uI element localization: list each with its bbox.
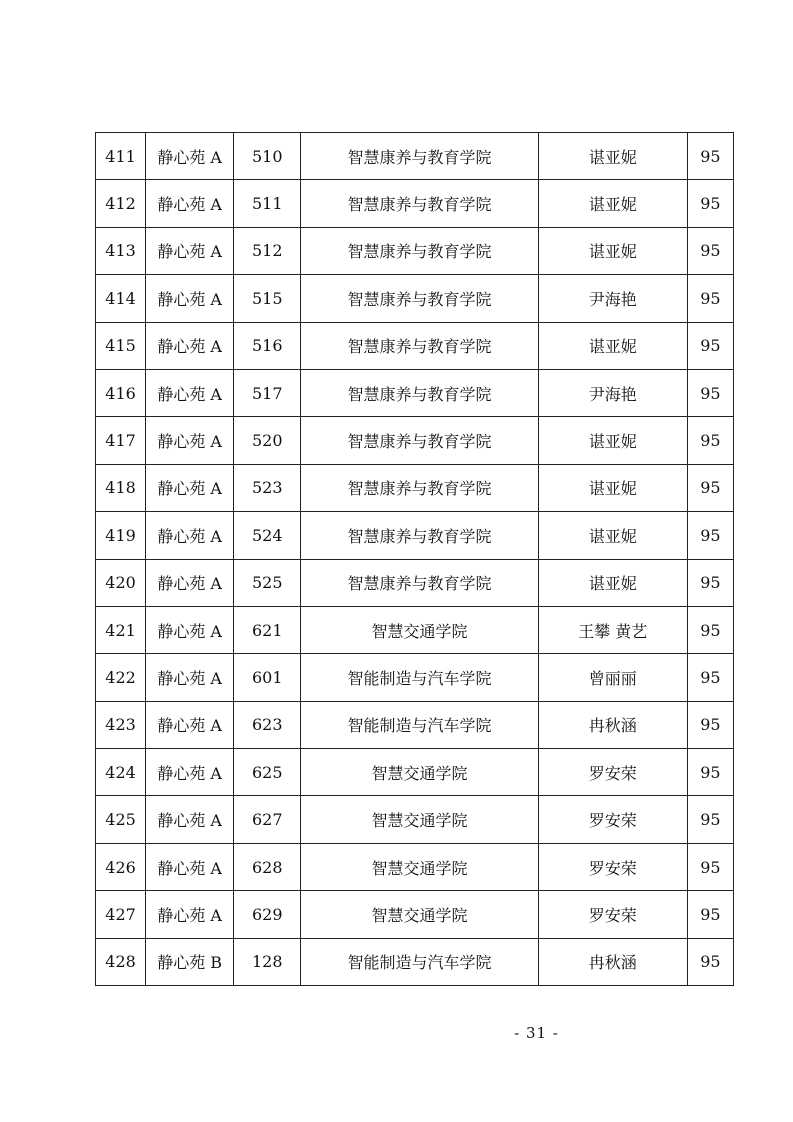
building-cell: 静心苑 A bbox=[146, 512, 234, 559]
building-cell: 静心苑 B bbox=[146, 938, 234, 985]
college-cell: 智慧交通学院 bbox=[301, 796, 538, 843]
college-cell: 智慧交通学院 bbox=[301, 891, 538, 938]
counselor-cell: 谌亚妮 bbox=[538, 512, 687, 559]
room-number-cell: 511 bbox=[234, 180, 301, 227]
room-number-cell: 621 bbox=[234, 606, 301, 653]
score-cell: 95 bbox=[687, 227, 733, 274]
room-number-cell: 625 bbox=[234, 749, 301, 796]
row-number-cell: 416 bbox=[96, 369, 146, 416]
row-number-cell: 422 bbox=[96, 654, 146, 701]
college-cell: 智慧康养与教育学院 bbox=[301, 369, 538, 416]
row-number-cell: 415 bbox=[96, 322, 146, 369]
building-cell: 静心苑 A bbox=[146, 417, 234, 464]
college-cell: 智慧康养与教育学院 bbox=[301, 275, 538, 322]
counselor-cell: 谌亚妮 bbox=[538, 322, 687, 369]
table-row bbox=[96, 322, 734, 369]
score-cell: 95 bbox=[687, 796, 733, 843]
table-row bbox=[96, 369, 734, 416]
row-number-cell: 421 bbox=[96, 606, 146, 653]
score-cell: 95 bbox=[687, 133, 733, 180]
table-row bbox=[96, 891, 734, 938]
college-cell: 智能制造与汽车学院 bbox=[301, 654, 538, 701]
row-number-cell: 419 bbox=[96, 512, 146, 559]
score-cell: 95 bbox=[687, 654, 733, 701]
score-cell: 95 bbox=[687, 322, 733, 369]
college-cell: 智慧康养与教育学院 bbox=[301, 512, 538, 559]
building-cell: 静心苑 A bbox=[146, 749, 234, 796]
table-row bbox=[96, 275, 734, 322]
table-row bbox=[96, 180, 734, 227]
table-row bbox=[96, 559, 734, 606]
row-number-cell: 411 bbox=[96, 133, 146, 180]
counselor-cell: 谌亚妮 bbox=[538, 559, 687, 606]
building-cell: 静心苑 A bbox=[146, 322, 234, 369]
college-cell: 智慧交通学院 bbox=[301, 749, 538, 796]
row-number-cell: 423 bbox=[96, 701, 146, 748]
room-number-cell: 623 bbox=[234, 701, 301, 748]
table-body bbox=[96, 133, 734, 986]
row-number-cell: 428 bbox=[96, 938, 146, 985]
row-number-cell: 412 bbox=[96, 180, 146, 227]
row-number-cell: 414 bbox=[96, 275, 146, 322]
building-cell: 静心苑 A bbox=[146, 133, 234, 180]
college-cell: 智慧康养与教育学院 bbox=[301, 322, 538, 369]
building-cell: 静心苑 A bbox=[146, 275, 234, 322]
college-cell: 智慧康养与教育学院 bbox=[301, 417, 538, 464]
score-cell: 95 bbox=[687, 464, 733, 511]
table-row bbox=[96, 464, 734, 511]
building-cell: 静心苑 A bbox=[146, 843, 234, 890]
counselor-cell: 谌亚妮 bbox=[538, 417, 687, 464]
building-cell: 静心苑 A bbox=[146, 180, 234, 227]
room-number-cell: 628 bbox=[234, 843, 301, 890]
table-row bbox=[96, 843, 734, 890]
college-cell: 智慧交通学院 bbox=[301, 606, 538, 653]
college-cell: 智慧康养与教育学院 bbox=[301, 133, 538, 180]
score-cell: 95 bbox=[687, 417, 733, 464]
counselor-cell: 冉秋涵 bbox=[538, 701, 687, 748]
table-row bbox=[96, 133, 734, 180]
row-number-cell: 420 bbox=[96, 559, 146, 606]
room-number-cell: 510 bbox=[234, 133, 301, 180]
room-number-cell: 523 bbox=[234, 464, 301, 511]
page-number: - 31 - bbox=[514, 1024, 559, 1042]
college-cell: 智慧康养与教育学院 bbox=[301, 227, 538, 274]
building-cell: 静心苑 A bbox=[146, 369, 234, 416]
score-cell: 95 bbox=[687, 275, 733, 322]
building-cell: 静心苑 A bbox=[146, 891, 234, 938]
room-number-cell: 627 bbox=[234, 796, 301, 843]
score-cell: 95 bbox=[687, 559, 733, 606]
row-number-cell: 424 bbox=[96, 749, 146, 796]
room-number-cell: 629 bbox=[234, 891, 301, 938]
college-cell: 智慧康养与教育学院 bbox=[301, 464, 538, 511]
building-cell: 静心苑 A bbox=[146, 701, 234, 748]
score-cell: 95 bbox=[687, 938, 733, 985]
counselor-cell: 谌亚妮 bbox=[538, 464, 687, 511]
row-number-cell: 426 bbox=[96, 843, 146, 890]
room-number-cell: 516 bbox=[234, 322, 301, 369]
score-cell: 95 bbox=[687, 891, 733, 938]
college-cell: 智慧康养与教育学院 bbox=[301, 180, 538, 227]
score-cell: 95 bbox=[687, 843, 733, 890]
room-number-cell: 517 bbox=[234, 369, 301, 416]
row-number-cell: 425 bbox=[96, 796, 146, 843]
counselor-cell: 谌亚妮 bbox=[538, 133, 687, 180]
room-number-cell: 515 bbox=[234, 275, 301, 322]
counselor-cell: 冉秋涵 bbox=[538, 938, 687, 985]
table-row bbox=[96, 701, 734, 748]
building-cell: 静心苑 A bbox=[146, 796, 234, 843]
table-row bbox=[96, 606, 734, 653]
building-cell: 静心苑 A bbox=[146, 464, 234, 511]
table-row bbox=[96, 749, 734, 796]
table-row bbox=[96, 796, 734, 843]
room-number-cell: 520 bbox=[234, 417, 301, 464]
building-cell: 静心苑 A bbox=[146, 227, 234, 274]
table-row bbox=[96, 417, 734, 464]
counselor-cell: 罗安荣 bbox=[538, 749, 687, 796]
building-cell: 静心苑 A bbox=[146, 606, 234, 653]
score-cell: 95 bbox=[687, 369, 733, 416]
score-cell: 95 bbox=[687, 749, 733, 796]
counselor-cell: 罗安荣 bbox=[538, 891, 687, 938]
row-number-cell: 418 bbox=[96, 464, 146, 511]
room-number-cell: 601 bbox=[234, 654, 301, 701]
dormitory-score-table bbox=[95, 132, 734, 986]
college-cell: 智能制造与汽车学院 bbox=[301, 938, 538, 985]
score-cell: 95 bbox=[687, 701, 733, 748]
counselor-cell: 谌亚妮 bbox=[538, 227, 687, 274]
counselor-cell: 尹海艳 bbox=[538, 275, 687, 322]
counselor-cell: 曾丽丽 bbox=[538, 654, 687, 701]
table-row bbox=[96, 512, 734, 559]
table-row bbox=[96, 938, 734, 985]
room-number-cell: 524 bbox=[234, 512, 301, 559]
counselor-cell: 罗安荣 bbox=[538, 796, 687, 843]
building-cell: 静心苑 A bbox=[146, 654, 234, 701]
score-cell: 95 bbox=[687, 180, 733, 227]
table-row bbox=[96, 227, 734, 274]
room-number-cell: 512 bbox=[234, 227, 301, 274]
counselor-cell: 谌亚妮 bbox=[538, 180, 687, 227]
row-number-cell: 417 bbox=[96, 417, 146, 464]
college-cell: 智能制造与汽车学院 bbox=[301, 701, 538, 748]
counselor-cell: 尹海艳 bbox=[538, 369, 687, 416]
table-row bbox=[96, 654, 734, 701]
row-number-cell: 427 bbox=[96, 891, 146, 938]
room-number-cell: 128 bbox=[234, 938, 301, 985]
score-cell: 95 bbox=[687, 512, 733, 559]
room-number-cell: 525 bbox=[234, 559, 301, 606]
college-cell: 智慧交通学院 bbox=[301, 843, 538, 890]
college-cell: 智慧康养与教育学院 bbox=[301, 559, 538, 606]
counselor-cell: 王攀 黄艺 bbox=[538, 606, 687, 653]
counselor-cell: 罗安荣 bbox=[538, 843, 687, 890]
score-cell: 95 bbox=[687, 606, 733, 653]
building-cell: 静心苑 A bbox=[146, 559, 234, 606]
row-number-cell: 413 bbox=[96, 227, 146, 274]
